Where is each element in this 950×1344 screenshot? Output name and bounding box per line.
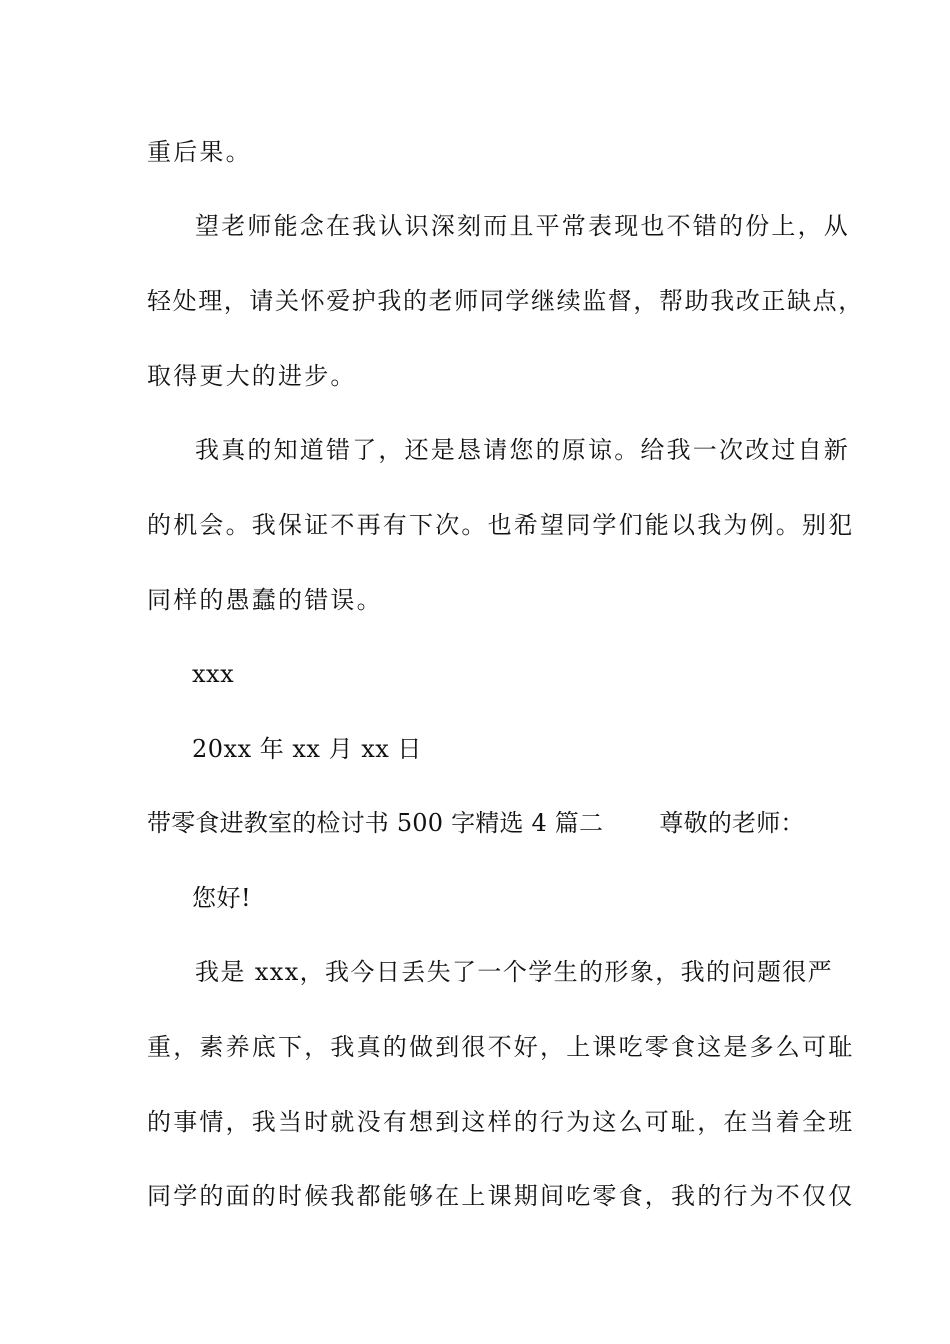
paragraph-line: 重，素养底下，我真的做到很不好，上课吃零食这是多么可耻	[147, 1033, 855, 1061]
paragraph-line: 望老师能念在我认识深刻而且平常表现也不错的份上，从	[195, 212, 850, 240]
paragraph-line: 重后果。	[147, 138, 252, 166]
paragraph-line: 的事情，我当时就没有想到这样的行为这么可耻，在当着全班	[147, 1108, 855, 1136]
greeting: 您好!	[192, 884, 252, 912]
signature-name: xxx	[192, 660, 235, 688]
paragraph-line: 的机会。我保证不再有下次。也希望同学们能以我为例。别犯	[147, 511, 855, 539]
paragraph-line: 轻处理，请关怀爱护我的老师同学继续监督，帮助我改正缺点，	[147, 287, 864, 315]
paragraph-line: 同样的愚蠢的错误。	[147, 586, 383, 614]
paragraph-line: 同学的面的时候我都能够在上课期间吃零食，我的行为不仅仅	[147, 1182, 855, 1210]
signature-date: 20xx 年 xx 月 xx 日	[192, 735, 422, 763]
paragraph-line: 取得更大的进步。	[147, 362, 357, 390]
section-heading: 带零食进教室的检讨书 500 字精选 4 篇二 尊敬的老师：	[147, 809, 805, 837]
paragraph-line: 我真的知道错了，还是恳请您的原谅。给我一次改过自新	[195, 436, 850, 464]
paragraph-line: 我是 xxx，我今日丢失了一个学生的形象，我的问题很严	[195, 958, 834, 986]
